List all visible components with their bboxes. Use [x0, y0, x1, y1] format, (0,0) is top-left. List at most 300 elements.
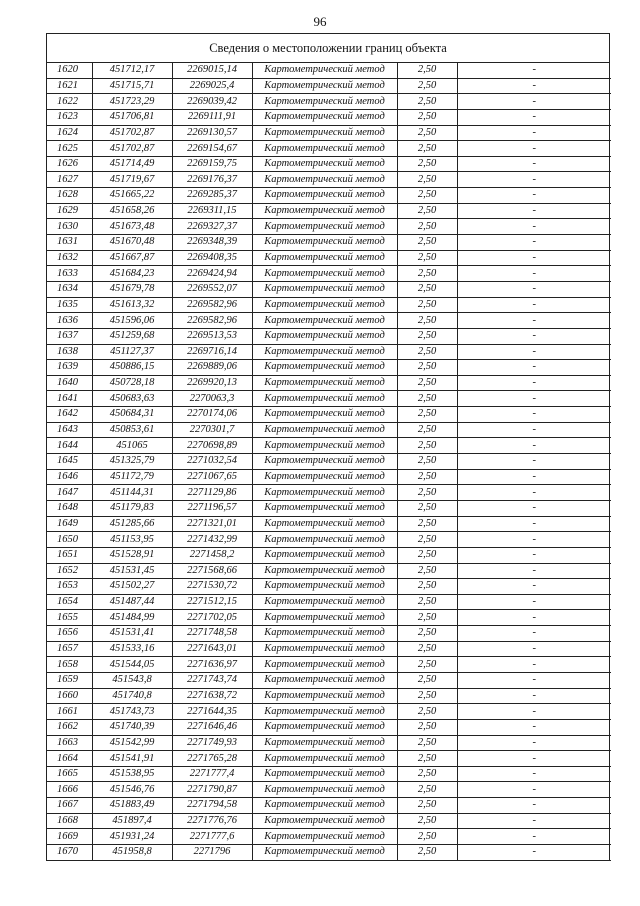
method-cell: Картометрический метод [252, 235, 397, 251]
y-coordinate-cell: 2270174,06 [172, 407, 252, 423]
point-number-cell: 1668 [47, 813, 92, 829]
description-cell: - [457, 266, 611, 282]
table-row [47, 626, 611, 642]
point-number-cell: 1633 [47, 266, 92, 282]
table-row [47, 735, 611, 751]
accuracy-cell: 2,50 [397, 391, 457, 407]
accuracy-cell: 2,50 [397, 94, 457, 110]
x-coordinate-cell: 451542,99 [92, 735, 172, 751]
description-cell: - [457, 438, 611, 454]
accuracy-cell: 2,50 [397, 610, 457, 626]
point-number-cell: 1621 [47, 78, 92, 94]
method-cell: Картометрический метод [252, 297, 397, 313]
description-cell: - [457, 235, 611, 251]
table-row [47, 188, 611, 204]
method-cell: Картометрический метод [252, 845, 397, 861]
description-cell: - [457, 610, 611, 626]
description-cell: - [457, 94, 611, 110]
point-number-cell: 1639 [47, 360, 92, 376]
accuracy-cell: 2,50 [397, 250, 457, 266]
table-row [47, 172, 611, 188]
y-coordinate-cell: 2271777,4 [172, 766, 252, 782]
y-coordinate-cell: 2269154,67 [172, 141, 252, 157]
method-cell: Картометрический метод [252, 751, 397, 767]
description-cell: - [457, 829, 611, 845]
point-number-cell: 1624 [47, 125, 92, 141]
table-row [47, 485, 611, 501]
method-cell: Картометрический метод [252, 78, 397, 94]
method-cell: Картометрический метод [252, 532, 397, 548]
table-row [47, 250, 611, 266]
description-cell: - [457, 297, 611, 313]
point-number-cell: 1630 [47, 219, 92, 235]
description-cell: - [457, 63, 611, 78]
x-coordinate-cell: 451546,76 [92, 782, 172, 798]
x-coordinate-cell: 450886,15 [92, 360, 172, 376]
method-cell: Картометрический метод [252, 188, 397, 204]
accuracy-cell: 2,50 [397, 266, 457, 282]
coordinates-table [47, 63, 611, 861]
accuracy-cell: 2,50 [397, 813, 457, 829]
description-cell: - [457, 766, 611, 782]
method-cell: Картометрический метод [252, 125, 397, 141]
description-cell: - [457, 219, 611, 235]
table-row [47, 297, 611, 313]
accuracy-cell: 2,50 [397, 798, 457, 814]
y-coordinate-cell: 2271568,66 [172, 563, 252, 579]
table-row [47, 719, 611, 735]
y-coordinate-cell: 2271765,28 [172, 751, 252, 767]
method-cell: Картометрический метод [252, 266, 397, 282]
y-coordinate-cell: 2271432,99 [172, 532, 252, 548]
table-row [47, 422, 611, 438]
y-coordinate-cell: 2269716,14 [172, 344, 252, 360]
table-row [47, 235, 611, 251]
table-row [47, 547, 611, 563]
point-number-cell: 1663 [47, 735, 92, 751]
x-coordinate-cell: 451596,06 [92, 313, 172, 329]
x-coordinate-cell: 451259,68 [92, 328, 172, 344]
method-cell: Картометрический метод [252, 626, 397, 642]
accuracy-cell: 2,50 [397, 469, 457, 485]
method-cell: Картометрический метод [252, 766, 397, 782]
table-row [47, 657, 611, 673]
point-number-cell: 1642 [47, 407, 92, 423]
y-coordinate-cell: 2271512,15 [172, 594, 252, 610]
x-coordinate-cell: 451544,05 [92, 657, 172, 673]
accuracy-cell: 2,50 [397, 188, 457, 204]
description-cell: - [457, 704, 611, 720]
x-coordinate-cell: 451179,83 [92, 500, 172, 516]
method-cell: Картометрический метод [252, 391, 397, 407]
accuracy-cell: 2,50 [397, 63, 457, 78]
method-cell: Картометрический метод [252, 610, 397, 626]
point-number-cell: 1637 [47, 328, 92, 344]
point-number-cell: 1662 [47, 719, 92, 735]
table-row [47, 610, 611, 626]
point-number-cell: 1623 [47, 109, 92, 125]
y-coordinate-cell: 2269582,96 [172, 313, 252, 329]
accuracy-cell: 2,50 [397, 547, 457, 563]
method-cell: Картометрический метод [252, 407, 397, 423]
y-coordinate-cell: 2269889,06 [172, 360, 252, 376]
x-coordinate-cell: 451667,87 [92, 250, 172, 266]
point-number-cell: 1634 [47, 281, 92, 297]
method-cell: Картометрический метод [252, 579, 397, 595]
accuracy-cell: 2,50 [397, 704, 457, 720]
y-coordinate-cell: 2271790,87 [172, 782, 252, 798]
description-cell: - [457, 813, 611, 829]
accuracy-cell: 2,50 [397, 516, 457, 532]
description-cell: - [457, 626, 611, 642]
y-coordinate-cell: 2271530,72 [172, 579, 252, 595]
description-cell: - [457, 422, 611, 438]
table-row [47, 500, 611, 516]
y-coordinate-cell: 2271794,58 [172, 798, 252, 814]
x-coordinate-cell: 451172,79 [92, 469, 172, 485]
x-coordinate-cell: 451719,67 [92, 172, 172, 188]
accuracy-cell: 2,50 [397, 297, 457, 313]
description-cell: - [457, 500, 611, 516]
description-cell: - [457, 751, 611, 767]
method-cell: Картометрический метод [252, 485, 397, 501]
point-number-cell: 1625 [47, 141, 92, 157]
method-cell: Картометрический метод [252, 454, 397, 470]
method-cell: Картометрический метод [252, 375, 397, 391]
accuracy-cell: 2,50 [397, 766, 457, 782]
method-cell: Картометрический метод [252, 156, 397, 172]
coordinates-table-frame [46, 33, 610, 861]
y-coordinate-cell: 2271196,57 [172, 500, 252, 516]
point-number-cell: 1636 [47, 313, 92, 329]
method-cell: Картометрический метод [252, 735, 397, 751]
point-number-cell: 1659 [47, 672, 92, 688]
y-coordinate-cell: 2271748,58 [172, 626, 252, 642]
table-row [47, 407, 611, 423]
description-cell: - [457, 688, 611, 704]
accuracy-cell: 2,50 [397, 219, 457, 235]
table-row [47, 266, 611, 282]
y-coordinate-cell: 2271032,54 [172, 454, 252, 470]
x-coordinate-cell: 451531,41 [92, 626, 172, 642]
accuracy-cell: 2,50 [397, 203, 457, 219]
description-cell: - [457, 250, 611, 266]
accuracy-cell: 2,50 [397, 688, 457, 704]
method-cell: Картометрический метод [252, 328, 397, 344]
y-coordinate-cell: 2270063,3 [172, 391, 252, 407]
y-coordinate-cell: 2271129,86 [172, 485, 252, 501]
x-coordinate-cell: 451706,81 [92, 109, 172, 125]
method-cell: Картометрический метод [252, 250, 397, 266]
x-coordinate-cell: 451144,31 [92, 485, 172, 501]
x-coordinate-cell: 451679,78 [92, 281, 172, 297]
method-cell: Картометрический метод [252, 281, 397, 297]
x-coordinate-cell: 451538,95 [92, 766, 172, 782]
y-coordinate-cell: 2269408,35 [172, 250, 252, 266]
description-cell: - [457, 798, 611, 814]
y-coordinate-cell: 2269327,37 [172, 219, 252, 235]
point-number-cell: 1641 [47, 391, 92, 407]
point-number-cell: 1650 [47, 532, 92, 548]
table-row [47, 328, 611, 344]
y-coordinate-cell: 2271636,97 [172, 657, 252, 673]
accuracy-cell: 2,50 [397, 109, 457, 125]
accuracy-cell: 2,50 [397, 313, 457, 329]
description-cell: - [457, 344, 611, 360]
y-coordinate-cell: 2271646,46 [172, 719, 252, 735]
accuracy-cell: 2,50 [397, 829, 457, 845]
accuracy-cell: 2,50 [397, 563, 457, 579]
description-cell: - [457, 156, 611, 172]
accuracy-cell: 2,50 [397, 328, 457, 344]
accuracy-cell: 2,50 [397, 141, 457, 157]
table-title: Сведения о местоположении границ объекта [47, 34, 609, 63]
y-coordinate-cell: 2271777,6 [172, 829, 252, 845]
accuracy-cell: 2,50 [397, 438, 457, 454]
method-cell: Картометрический метод [252, 313, 397, 329]
x-coordinate-cell: 451684,23 [92, 266, 172, 282]
method-cell: Картометрический метод [252, 547, 397, 563]
table-row [47, 469, 611, 485]
accuracy-cell: 2,50 [397, 735, 457, 751]
x-coordinate-cell: 451325,79 [92, 454, 172, 470]
y-coordinate-cell: 2271702,05 [172, 610, 252, 626]
method-cell: Картометрический метод [252, 782, 397, 798]
table-row [47, 219, 611, 235]
y-coordinate-cell: 2269513,53 [172, 328, 252, 344]
y-coordinate-cell: 2271796 [172, 845, 252, 861]
table-row [47, 78, 611, 94]
table-row [47, 798, 611, 814]
y-coordinate-cell: 2269015,14 [172, 63, 252, 78]
x-coordinate-cell: 451285,66 [92, 516, 172, 532]
y-coordinate-cell: 2271458,2 [172, 547, 252, 563]
x-coordinate-cell: 451673,48 [92, 219, 172, 235]
method-cell: Картометрический метод [252, 688, 397, 704]
method-cell: Картометрический метод [252, 500, 397, 516]
accuracy-cell: 2,50 [397, 360, 457, 376]
x-coordinate-cell: 451528,91 [92, 547, 172, 563]
accuracy-cell: 2,50 [397, 344, 457, 360]
point-number-cell: 1645 [47, 454, 92, 470]
method-cell: Картометрический метод [252, 469, 397, 485]
description-cell: - [457, 563, 611, 579]
point-number-cell: 1631 [47, 235, 92, 251]
method-cell: Картометрический метод [252, 203, 397, 219]
x-coordinate-cell: 450683,63 [92, 391, 172, 407]
point-number-cell: 1635 [47, 297, 92, 313]
point-number-cell: 1632 [47, 250, 92, 266]
accuracy-cell: 2,50 [397, 594, 457, 610]
description-cell: - [457, 469, 611, 485]
point-number-cell: 1620 [47, 63, 92, 78]
x-coordinate-cell: 451487,44 [92, 594, 172, 610]
description-cell: - [457, 532, 611, 548]
page-number: 96 [313, 14, 327, 29]
point-number-cell: 1657 [47, 641, 92, 657]
description-cell: - [457, 845, 611, 861]
table-row [47, 391, 611, 407]
x-coordinate-cell: 451931,24 [92, 829, 172, 845]
accuracy-cell: 2,50 [397, 172, 457, 188]
y-coordinate-cell: 2270301,7 [172, 422, 252, 438]
table-row [47, 454, 611, 470]
point-number-cell: 1669 [47, 829, 92, 845]
method-cell: Картометрический метод [252, 704, 397, 720]
x-coordinate-cell: 451715,71 [92, 78, 172, 94]
y-coordinate-cell: 2269176,37 [172, 172, 252, 188]
x-coordinate-cell: 451065 [92, 438, 172, 454]
x-coordinate-cell: 451658,26 [92, 203, 172, 219]
accuracy-cell: 2,50 [397, 454, 457, 470]
x-coordinate-cell: 451740,39 [92, 719, 172, 735]
table-row [47, 438, 611, 454]
method-cell: Картометрический метод [252, 360, 397, 376]
method-cell: Картометрический метод [252, 563, 397, 579]
point-number-cell: 1629 [47, 203, 92, 219]
table-row [47, 141, 611, 157]
y-coordinate-cell: 2271743,74 [172, 672, 252, 688]
table-row [47, 125, 611, 141]
accuracy-cell: 2,50 [397, 782, 457, 798]
description-cell: - [457, 313, 611, 329]
x-coordinate-cell: 451714,49 [92, 156, 172, 172]
method-cell: Картометрический метод [252, 829, 397, 845]
point-number-cell: 1646 [47, 469, 92, 485]
description-cell: - [457, 141, 611, 157]
description-cell: - [457, 454, 611, 470]
x-coordinate-cell: 451743,73 [92, 704, 172, 720]
table-row [47, 751, 611, 767]
method-cell: Картометрический метод [252, 813, 397, 829]
method-cell: Картометрический метод [252, 516, 397, 532]
y-coordinate-cell: 2271776,76 [172, 813, 252, 829]
description-cell: - [457, 360, 611, 376]
x-coordinate-cell: 451613,32 [92, 297, 172, 313]
table-row [47, 313, 611, 329]
point-number-cell: 1658 [47, 657, 92, 673]
description-cell: - [457, 188, 611, 204]
y-coordinate-cell: 2271638,72 [172, 688, 252, 704]
accuracy-cell: 2,50 [397, 751, 457, 767]
x-coordinate-cell: 451531,45 [92, 563, 172, 579]
point-number-cell: 1644 [47, 438, 92, 454]
description-cell: - [457, 594, 611, 610]
point-number-cell: 1666 [47, 782, 92, 798]
y-coordinate-cell: 2269159,75 [172, 156, 252, 172]
x-coordinate-cell: 451127,37 [92, 344, 172, 360]
method-cell: Картометрический метод [252, 422, 397, 438]
accuracy-cell: 2,50 [397, 485, 457, 501]
point-number-cell: 1670 [47, 845, 92, 861]
method-cell: Картометрический метод [252, 109, 397, 125]
point-number-cell: 1638 [47, 344, 92, 360]
table-row [47, 94, 611, 110]
description-cell: - [457, 375, 611, 391]
point-number-cell: 1653 [47, 579, 92, 595]
accuracy-cell: 2,50 [397, 78, 457, 94]
method-cell: Картометрический метод [252, 672, 397, 688]
point-number-cell: 1667 [47, 798, 92, 814]
y-coordinate-cell: 2269348,39 [172, 235, 252, 251]
table-row [47, 516, 611, 532]
table-row [47, 672, 611, 688]
table-row [47, 641, 611, 657]
method-cell: Картометрический метод [252, 657, 397, 673]
description-cell: - [457, 203, 611, 219]
x-coordinate-cell: 451723,29 [92, 94, 172, 110]
description-cell: - [457, 109, 611, 125]
table-row [47, 563, 611, 579]
method-cell: Картометрический метод [252, 141, 397, 157]
y-coordinate-cell: 2269130,57 [172, 125, 252, 141]
accuracy-cell: 2,50 [397, 641, 457, 657]
table-row [47, 829, 611, 845]
x-coordinate-cell: 450728,18 [92, 375, 172, 391]
table-row [47, 688, 611, 704]
accuracy-cell: 2,50 [397, 579, 457, 595]
accuracy-cell: 2,50 [397, 500, 457, 516]
accuracy-cell: 2,50 [397, 281, 457, 297]
y-coordinate-cell: 2269920,13 [172, 375, 252, 391]
y-coordinate-cell: 2271644,35 [172, 704, 252, 720]
description-cell: - [457, 172, 611, 188]
table-row [47, 203, 611, 219]
description-cell: - [457, 391, 611, 407]
y-coordinate-cell: 2271749,93 [172, 735, 252, 751]
description-cell: - [457, 547, 611, 563]
table-row [47, 281, 611, 297]
y-coordinate-cell: 2269424,94 [172, 266, 252, 282]
table-row [47, 594, 611, 610]
table-row [47, 360, 611, 376]
accuracy-cell: 2,50 [397, 845, 457, 861]
point-number-cell: 1652 [47, 563, 92, 579]
accuracy-cell: 2,50 [397, 156, 457, 172]
method-cell: Картометрический метод [252, 344, 397, 360]
x-coordinate-cell: 451712,17 [92, 63, 172, 78]
point-number-cell: 1640 [47, 375, 92, 391]
table-row [47, 845, 611, 861]
accuracy-cell: 2,50 [397, 125, 457, 141]
description-cell: - [457, 328, 611, 344]
accuracy-cell: 2,50 [397, 672, 457, 688]
table-row [47, 782, 611, 798]
point-number-cell: 1654 [47, 594, 92, 610]
point-number-cell: 1655 [47, 610, 92, 626]
accuracy-cell: 2,50 [397, 422, 457, 438]
description-cell: - [457, 641, 611, 657]
point-number-cell: 1648 [47, 500, 92, 516]
method-cell: Картометрический метод [252, 63, 397, 78]
y-coordinate-cell: 2269111,91 [172, 109, 252, 125]
description-cell: - [457, 516, 611, 532]
y-coordinate-cell: 2271067,65 [172, 469, 252, 485]
y-coordinate-cell: 2269025,4 [172, 78, 252, 94]
x-coordinate-cell: 451502,27 [92, 579, 172, 595]
x-coordinate-cell: 451702,87 [92, 141, 172, 157]
point-number-cell: 1626 [47, 156, 92, 172]
point-number-cell: 1647 [47, 485, 92, 501]
x-coordinate-cell: 451543,8 [92, 672, 172, 688]
x-coordinate-cell: 451484,99 [92, 610, 172, 626]
method-cell: Картометрический метод [252, 219, 397, 235]
accuracy-cell: 2,50 [397, 375, 457, 391]
y-coordinate-cell: 2269311,15 [172, 203, 252, 219]
table-row [47, 156, 611, 172]
x-coordinate-cell: 451883,49 [92, 798, 172, 814]
table-row [47, 579, 611, 595]
